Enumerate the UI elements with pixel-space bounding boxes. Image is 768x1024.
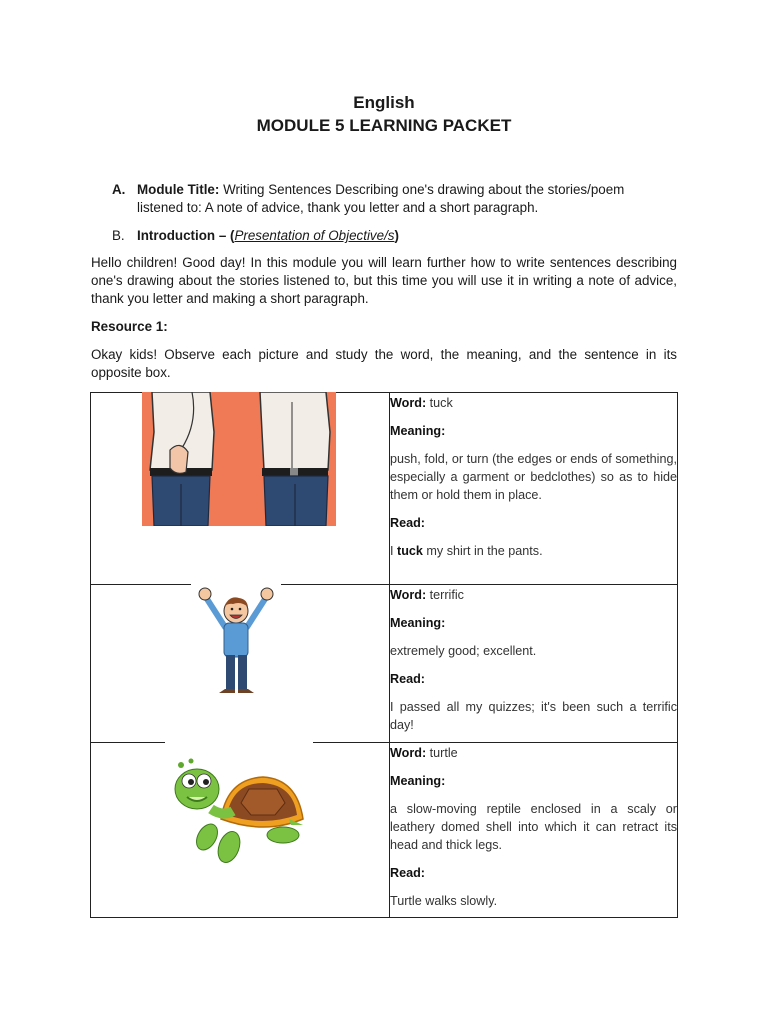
definition-cell — [390, 393, 678, 585]
word-value: terrific — [429, 588, 464, 602]
section-b-objective: Presentation of Objective/s — [234, 228, 395, 243]
read-label: Read: — [390, 866, 425, 880]
section-b-close: ) — [394, 228, 399, 243]
table-row — [91, 585, 678, 743]
subject-title: English — [353, 93, 415, 112]
word-label: Word: — [390, 588, 427, 602]
section-a-body — [137, 181, 657, 217]
resource-instruction: Okay kids! Observe each picture and study the word, the meaning, and the sentence in its opposite box. — [91, 347, 677, 380]
picture-cell — [91, 393, 390, 585]
word-value: turtle — [429, 746, 458, 760]
sentence-bold-word: tuck — [397, 544, 423, 558]
meaning-text: push, fold, or turn (the edges or ends of something, especially a garment or bedclothes) so as to hide them or hold them in place. — [390, 452, 677, 502]
read-label: Read: — [390, 516, 425, 530]
section-a-label: Module Title: — [137, 182, 220, 197]
tucking-shirt-illustration — [142, 392, 336, 526]
definition-cell — [390, 585, 678, 743]
module-title: MODULE 5 LEARNING PACKET — [256, 116, 512, 135]
meaning-label: Meaning: — [390, 616, 446, 630]
section-b-letter: B. — [112, 228, 125, 243]
meaning-text: extremely good; excellent. — [390, 644, 537, 658]
table-row — [91, 743, 678, 918]
picture-cell — [91, 743, 390, 918]
picture-cell — [91, 585, 390, 743]
meaning-label: Meaning: — [390, 774, 446, 788]
sentence-part: I — [390, 544, 397, 558]
section-a-letter: A. — [112, 182, 126, 197]
table-row — [91, 393, 678, 585]
example-sentence: Turtle walks slowly. — [390, 894, 498, 908]
word-label: Word: — [390, 746, 427, 760]
meaning-text: a slow-moving reptile enclosed in a scaly or leathery domed shell into which it can retract its head and thick legs. — [390, 802, 677, 852]
read-label: Read: — [390, 672, 425, 686]
sentence-part: my shirt in the pants. — [422, 544, 543, 558]
word-label: Word: — [390, 396, 427, 410]
example-sentence — [390, 542, 677, 560]
turtle-illustration — [171, 753, 309, 863]
intro-paragraph: Hello children! Good day! In this module you will learn further how to write sentences describing one's drawing about the stories listened to, but this time you will use it in writing a note of advice, thank you letter and making a short paragraph. — [91, 255, 677, 306]
image-border-gap — [165, 741, 313, 745]
word-value: tuck — [429, 396, 453, 410]
definition-cell — [390, 743, 678, 918]
meaning-label: Meaning: — [390, 424, 446, 438]
resource-heading: Resource 1: — [91, 319, 168, 334]
section-b-label: Introduction – ( — [137, 228, 235, 243]
section-b-body — [137, 227, 657, 245]
vocabulary-table — [90, 392, 678, 918]
section-a-text: Writing Sentences Describing one's drawing about the stories/poem listened to: A note of advice, thank you letter and a short paragraph. — [137, 182, 625, 215]
happy-boy-illustration — [195, 585, 277, 703]
example-sentence: I passed all my quizzes; it's been such a terrific day! — [390, 700, 677, 732]
